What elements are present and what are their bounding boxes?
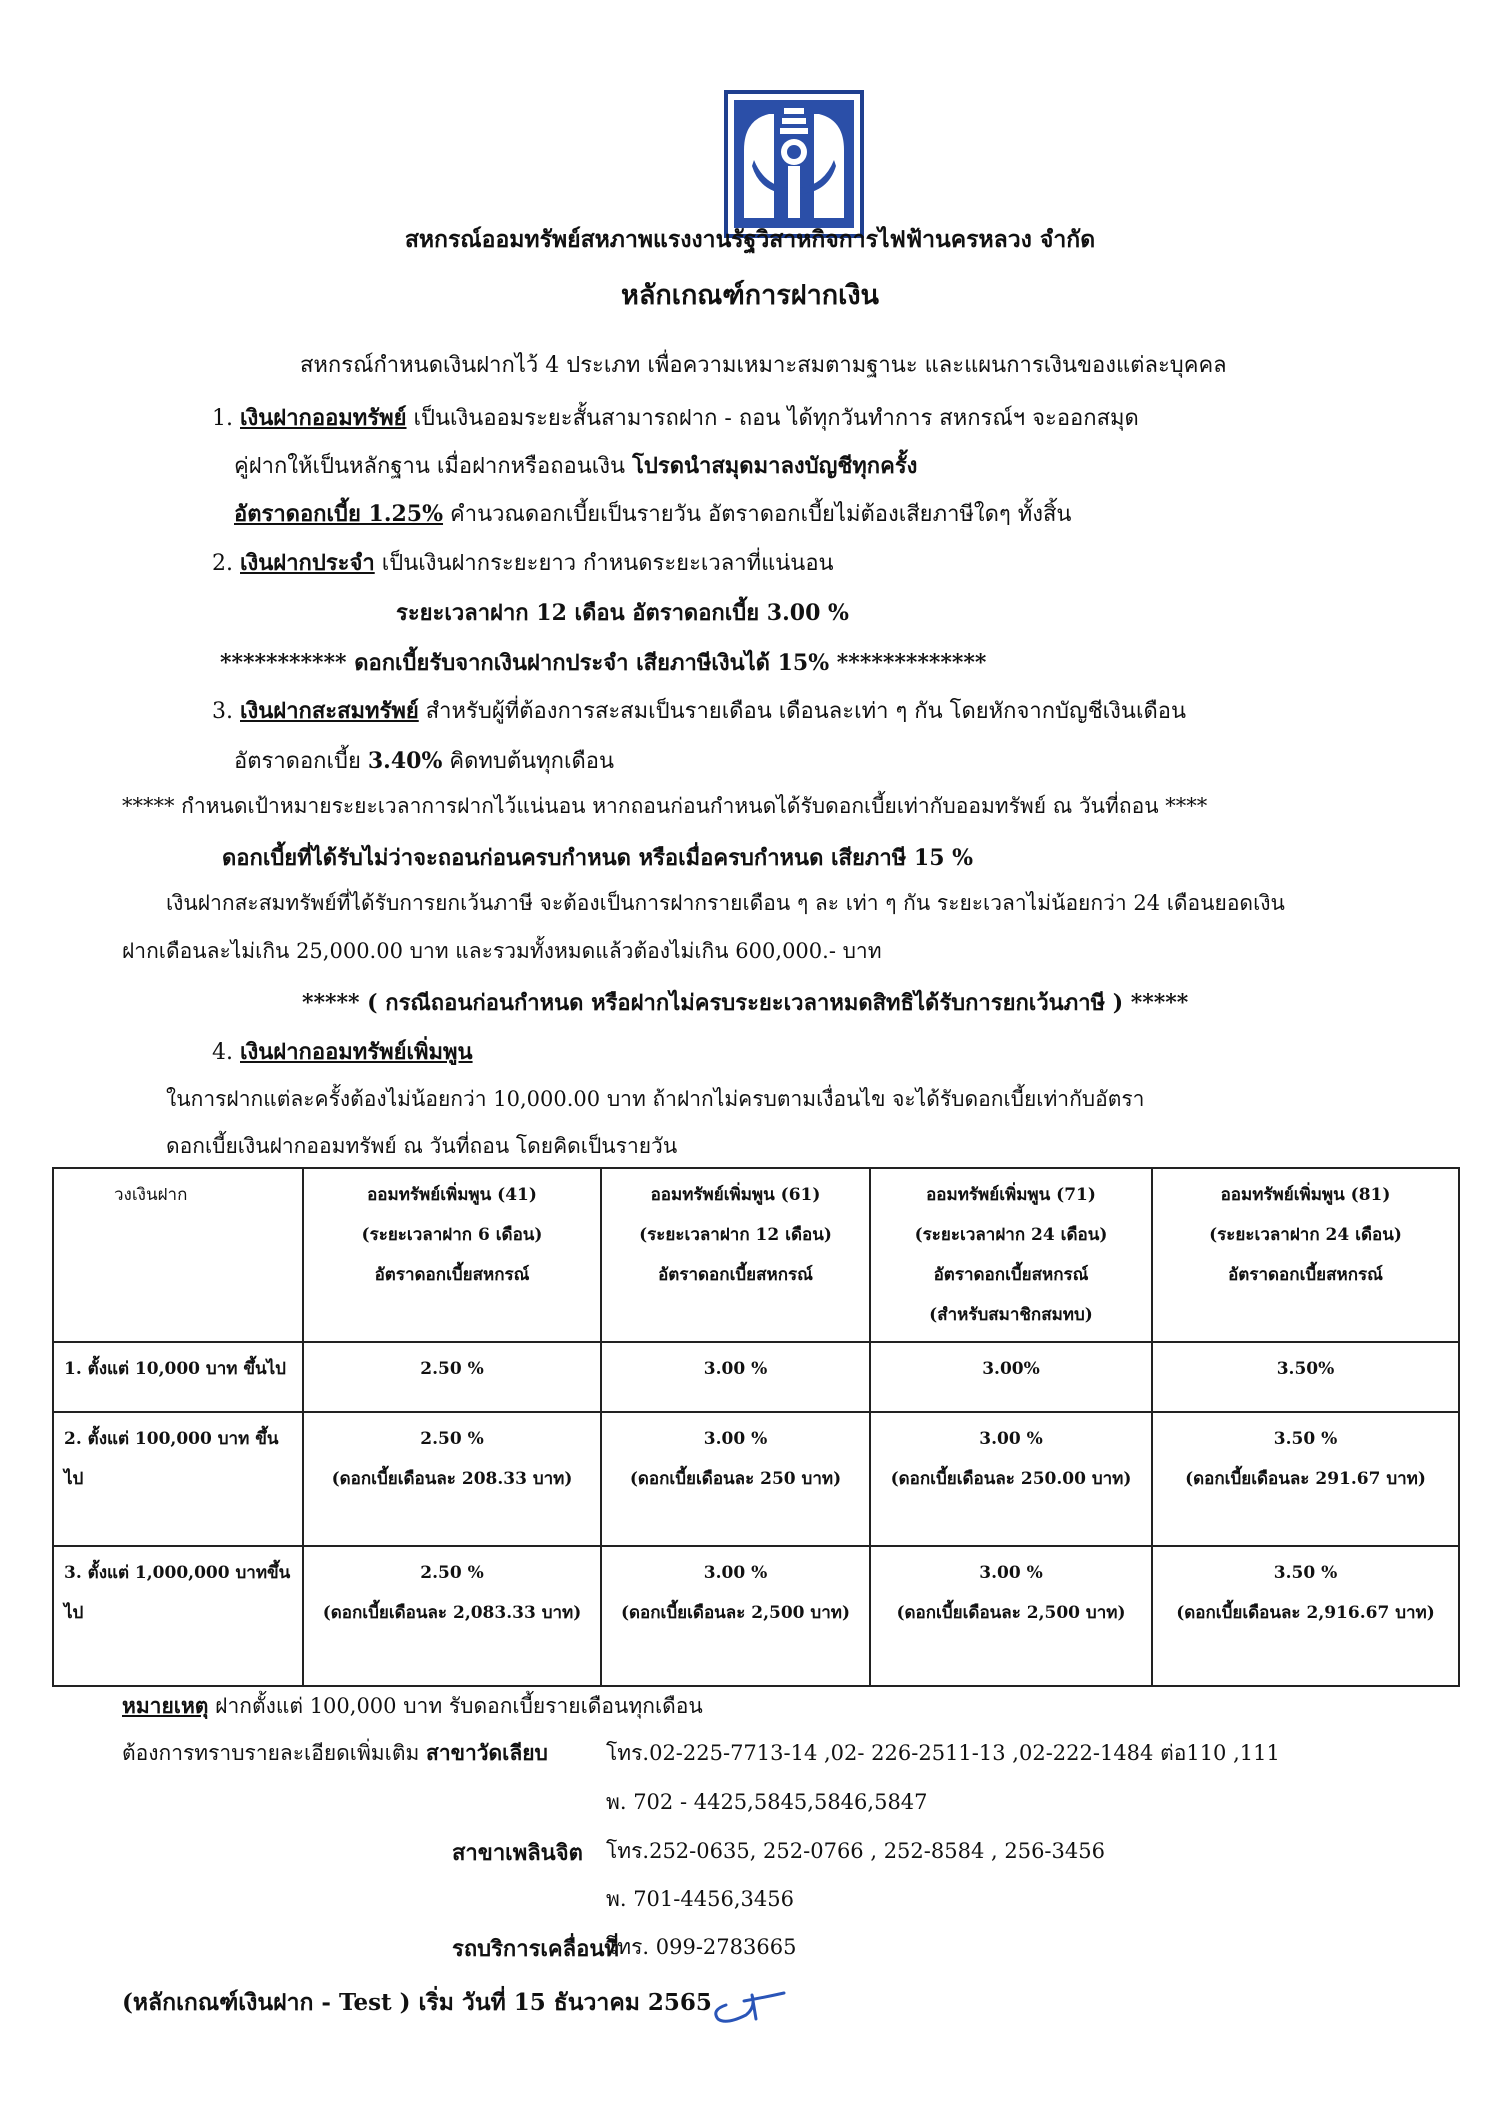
section-3-note-2: ดอกเบี้ยที่ได้รับไม่ว่าจะถอนก่อนครบกำหนด หรือเมื่อครบกำหนด เสียภาษี 15 % <box>222 845 974 871</box>
col-header-rate-label: อัตราดอกเบี้ยสหกรณ์ <box>1228 1265 1383 1285</box>
section-2-desc: เป็นเงินฝากระยะยาว กำหนดระยะเวลาที่แน่นอน <box>381 551 834 576</box>
section-4-desc-2: ดอกเบี้ยเงินฝากออมทรัพย์ ณ วันที่ถอน โดยคิดเป็นรายวัน <box>166 1134 678 1158</box>
rate-cell <box>601 1412 870 1546</box>
monthly-interest: (ดอกเบี้ยเดือนละ 2,083.33 บาท) <box>322 1603 582 1623</box>
col-header-name: ออมทรัพย์เพิ่มพูน (81) <box>1220 1185 1391 1205</box>
section-4-number: 4. <box>212 1040 233 1065</box>
monthly-interest: (ดอกเบี้ยเดือนละ 250.00 บาท) <box>890 1469 1132 1489</box>
rate-cell <box>870 1412 1152 1546</box>
section-2-name: เงินฝากประจำ <box>240 550 375 576</box>
section-4-line-1 <box>212 1034 473 1069</box>
branch-1-name: สาขาวัดเลียบ <box>426 1740 548 1765</box>
row-label: 2. ตั้งแต่ 100,000 บาท ขึ้นไป <box>53 1412 303 1546</box>
section-2-rate: ระยะเวลาฝาก 12 เดือน อัตราดอกเบี้ย 3.00 % <box>396 600 849 626</box>
section-1-name: เงินฝากออมทรัพย์ <box>240 405 407 431</box>
org-name: สหกรณ์ออมทรัพย์สหภาพแรงงานรัฐวิสาหกิจการไฟฟ้านครหลวง จำกัด <box>404 226 1096 253</box>
intro-text: สหกรณ์กำหนดเงินฝากไว้ 4 ประเภท เพื่อความเหมาะสมตามฐานะ และแผนการเงินของแต่ละบุคคล <box>300 353 1227 378</box>
rate-cell <box>303 1342 601 1412</box>
col-header-name: ออมทรัพย์เพิ่มพูน (61) <box>650 1185 821 1205</box>
monthly-interest: (ดอกเบี้ยเดือนละ 2,500 บาท) <box>620 1603 851 1623</box>
rate-value: 3.00 % <box>703 1563 768 1583</box>
table-col-header-41 <box>303 1168 601 1342</box>
branch-2-name: สาขาเพลินจิต <box>452 1840 583 1866</box>
contact-intro: ต้องการทราบรายละเอียดเพิ่มเติม <box>122 1741 420 1765</box>
monthly-interest: (ดอกเบี้ยเดือนละ 2,916.67 บาท) <box>1176 1603 1435 1623</box>
col-header-term: (ระยะเวลาฝาก 6 เดือน) <box>361 1225 543 1245</box>
section-3-rate-note: คิดทบต้นทุกเดือน <box>449 749 615 774</box>
col-header-term: (ระยะเวลาฝาก 12 เดือน) <box>639 1225 832 1245</box>
rate-cell <box>601 1546 870 1686</box>
rate-value: 2.50 % <box>420 1429 484 1449</box>
remark-text: ฝากตั้งแต่ 100,000 บาท รับดอกเบี้ยรายเดือนทุกเดือน <box>215 1694 703 1718</box>
section-1-rate-note: คำนวณดอกเบี้ยเป็นรายวัน อัตราดอกเบี้ยไม่ต้องเสียภาษีใดๆ ทั้งสิ้น <box>450 502 1072 527</box>
table-col-header-71 <box>870 1168 1152 1342</box>
monthly-interest: (ดอกเบี้ยเดือนละ 291.67 บาท) <box>1185 1469 1426 1489</box>
rate-value: 2.50 % <box>420 1563 484 1583</box>
section-4-name: เงินฝากออมทรัพย์เพิ่มพูน <box>240 1039 473 1065</box>
rate-cell <box>870 1546 1152 1686</box>
section-3-paragraph-1: เงินฝากสะสมทรัพย์ที่ได้รับการยกเว้นภาษี จะต้องเป็นการฝากรายเดือน ๆ ละ เท่า ๆ กัน ระยะเวลาไม่น้อยกว่า 24 เดือนยอดเงิน <box>166 891 1285 915</box>
section-3-note-3: ***** ( กรณีถอนก่อนกำหนด หรือฝากไม่ครบระยะเวลาหมดสิทธิได้รับการยกเว้นภาษี ) ***** <box>302 990 1189 1016</box>
rate-cell <box>870 1342 1152 1412</box>
section-3-rate-label: อัตราดอกเบี้ย <box>234 749 361 774</box>
col-header-term: (ระยะเวลาฝาก 24 เดือน) <box>1209 1225 1402 1245</box>
effective-date: (หลักเกณฑ์เงินฝาก - Test ) เริ่ม วันที่ 15 ธันวาคม 2565 <box>122 1989 712 2016</box>
section-1-passbook-note: โปรดนำสมุดมาลงบัญชีทุกครั้ง <box>632 453 918 479</box>
col-header-rate-label: อัตราดอกเบี้ยสหกรณ์ <box>374 1265 530 1285</box>
row-label: 3. ตั้งแต่ 1,000,000 บาทขึ้นไป <box>53 1546 303 1686</box>
contact-intro-line <box>122 1737 548 1770</box>
remark-label: หมายเหตุ <box>122 1693 209 1718</box>
section-3-line-2 <box>234 743 614 778</box>
branch-2-tel: โทร.252-0635, 252-0766 , 252-8584 , 256-3456 <box>606 1839 1105 1863</box>
table-header-row <box>53 1168 1459 1342</box>
rate-value: 3.00% <box>982 1359 1040 1379</box>
monthly-interest: (ดอกเบี้ยเดือนละ 208.33 บาท) <box>331 1469 573 1489</box>
col-header-rate-label: อัตราดอกเบี้ยสหกรณ์ <box>658 1265 813 1285</box>
section-3-note-1: ***** กำหนดเป้าหมายระยะเวลาการฝากไว้แน่นอน หากถอนก่อนกำหนดได้รับดอกเบี้ยเท่ากับออมทรัพย์ ณ วันที่ถอน **** <box>122 794 1208 818</box>
table-corner <box>53 1168 303 1342</box>
rate-cell <box>1152 1412 1459 1546</box>
section-1-number: 1. <box>212 406 233 431</box>
section-3-name: เงินฝากสะสมทรัพย์ <box>240 698 419 724</box>
col-header-term: (ระยะเวลาฝาก 24 เดือน) <box>914 1225 1108 1245</box>
rate-cell <box>1152 1546 1459 1686</box>
section-2-tax-note: *********** ดอกเบี้ยรับจากเงินฝากประจำ เสียภาษีเงินได้ 15% ************* <box>220 650 987 676</box>
col-header-member-note: (สำหรับสมาชิกสมทบ) <box>929 1305 1093 1325</box>
table-row <box>53 1342 1459 1412</box>
col-header-rate-label: อัตราดอกเบี้ยสหกรณ์ <box>933 1265 1089 1285</box>
rate-value: 3.00 % <box>979 1563 1043 1583</box>
section-4-desc-1: ในการฝากแต่ละครั้งต้องไม่น้อยกว่า 10,000.00 บาท ถ้าฝากไม่ครบตามเงื่อนไข จะได้รับดอกเบี้ยเท่ากับอัตรา <box>166 1087 1145 1111</box>
section-1-desc: เป็นเงินออมระยะสั้นสามารถฝาก - ถอน ได้ทุกวันทำการ สหกรณ์ฯ จะออกสมุด <box>413 406 1139 431</box>
section-1-line-1 <box>212 400 1139 435</box>
section-1-line-2 <box>234 448 917 483</box>
rate-cell <box>601 1342 870 1412</box>
rate-cell <box>1152 1342 1459 1412</box>
table-row <box>53 1546 1459 1686</box>
signature-mark <box>706 1985 796 2033</box>
section-3-desc: สำหรับผู้ที่ต้องการสะสมเป็นรายเดือน เดือนละเท่า ๆ กัน โดยหักจากบัญชีเงินเดือน <box>425 699 1187 724</box>
mobile-service-tel: โทร. 099-2783665 <box>606 1935 797 1959</box>
section-1-rate: อัตราดอกเบี้ย 1.25% <box>234 501 444 527</box>
rate-value: 3.50 % <box>1273 1563 1338 1583</box>
rate-cell <box>303 1412 601 1546</box>
section-3-rate: 3.40% <box>367 748 443 774</box>
section-1-line-2-text: คู่ฝากให้เป็นหลักฐาน เมื่อฝากหรือถอนเงิน <box>234 454 626 479</box>
rate-value: 3.00 % <box>979 1429 1043 1449</box>
branch-1-tel: โทร.02-225-7713-14 ,02- 226-2511-13 ,02-222-1484 ต่อ110 ,111 <box>606 1741 1280 1765</box>
rate-value: 2.50 % <box>420 1359 484 1379</box>
section-2-number: 2. <box>212 551 233 576</box>
rate-cell <box>303 1546 601 1686</box>
monthly-interest: (ดอกเบี้ยเดือนละ 250 บาท) <box>629 1469 842 1489</box>
section-1-line-3 <box>234 496 1071 531</box>
col-header-name: ออมทรัพย์เพิ่มพูน (41) <box>367 1185 537 1205</box>
rate-value: 3.50% <box>1276 1359 1335 1379</box>
section-3-paragraph-2: ฝากเดือนละไม่เกิน 25,000.00 บาท และรวมทั้งหมดแล้วต้องไม่เกิน 600,000.- บาท <box>122 939 882 963</box>
rate-value: 3.50 % <box>1273 1429 1338 1449</box>
branch-2-internal: พ. 701-4456,3456 <box>606 1887 794 1911</box>
table-corner-label: วงเงินฝาก <box>114 1185 188 1205</box>
rate-value: 3.00 % <box>703 1429 768 1449</box>
rate-value: 3.00 % <box>703 1359 768 1379</box>
col-header-name: ออมทรัพย์เพิ่มพูน (71) <box>926 1185 1096 1205</box>
rate-table <box>52 1167 1460 1687</box>
monthly-interest: (ดอกเบี้ยเดือนละ 2,500 บาท) <box>896 1603 1126 1623</box>
section-2-line-1 <box>212 545 834 580</box>
remark-line <box>122 1690 703 1723</box>
branch-1-internal: พ. 702 - 4425,5845,5846,5847 <box>606 1790 928 1814</box>
table-col-header-61 <box>601 1168 870 1342</box>
section-3-number: 3. <box>212 699 233 724</box>
section-3-line-1 <box>212 693 1186 728</box>
cooperative-logo <box>724 90 864 238</box>
mobile-service-name: รถบริการเคลื่อนที่ <box>452 1936 619 1962</box>
table-col-header-81 <box>1152 1168 1459 1342</box>
row-label: 1. ตั้งแต่ 10,000 บาท ขึ้นไป <box>53 1342 303 1412</box>
page-title: หลักเกณฑ์การฝากเงิน <box>621 280 879 311</box>
table-row <box>53 1412 1459 1546</box>
